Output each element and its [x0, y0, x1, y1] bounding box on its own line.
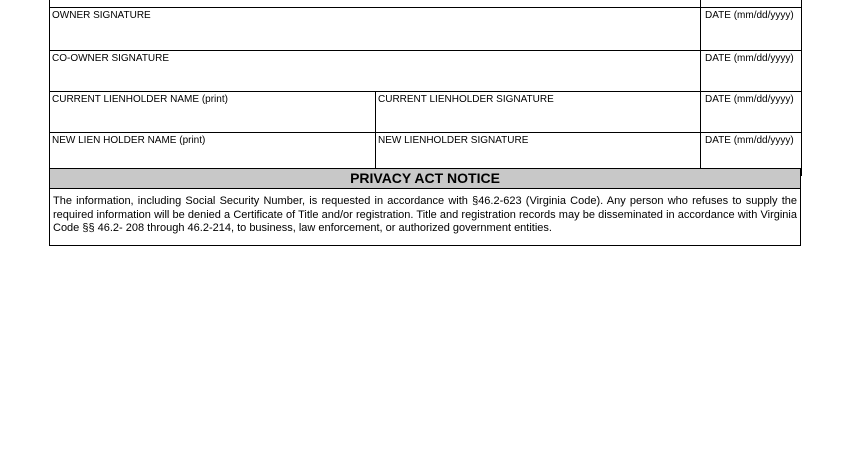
- current-lienholder-name-label: CURRENT LIENHOLDER NAME (print): [52, 94, 228, 106]
- privacy-act-notice: [49, 168, 801, 246]
- owner-signature-label: OWNER SIGNATURE: [52, 10, 151, 22]
- owner-date-label: DATE (mm/dd/yyyy): [705, 10, 794, 22]
- top-strip-cell: [50, 0, 701, 8]
- owner-row: [50, 8, 802, 51]
- new-lienholder-name-label: NEW LIEN HOLDER NAME (print): [52, 134, 206, 146]
- new-lienholder-signature-label: NEW LIENHOLDER SIGNATURE: [378, 134, 529, 146]
- current-lienholder-signature-field[interactable]: [376, 92, 701, 133]
- privacy-act-body: The information, including Social Security Number, is requested in accordance with §46.2-623 (Virginia Code). Any person who refuses to supply the required information will be denied a Certificate of Title and/or registration. Title and registration records may be disseminated in accordance with Virginia Code §§ 46.2- 208 through 46.2-214, to business, law enforcement, or authorized government entities.: [53, 195, 797, 234]
- co-owner-date-field[interactable]: [701, 51, 802, 92]
- current-lienholder-name-field[interactable]: [50, 92, 376, 133]
- owner-signature-field[interactable]: [50, 8, 701, 51]
- current-lienholder-date-field[interactable]: [701, 92, 802, 133]
- top-strip-date-cell: [701, 0, 802, 8]
- new-lienholder-date-label: DATE (mm/dd/yyyy): [705, 134, 794, 146]
- current-lienholder-row: [50, 92, 802, 133]
- signature-table: [49, 0, 802, 176]
- owner-date-field[interactable]: [701, 8, 802, 51]
- co-owner-signature-field[interactable]: [50, 51, 701, 92]
- current-lienholder-signature-label: CURRENT LIENHOLDER SIGNATURE: [378, 94, 554, 106]
- current-lienholder-date-label: DATE (mm/dd/yyyy): [705, 94, 794, 106]
- co-owner-date-label: DATE (mm/dd/yyyy): [705, 53, 794, 65]
- co-owner-signature-label: CO-OWNER SIGNATURE: [52, 53, 170, 65]
- co-owner-row: [50, 51, 802, 92]
- privacy-act-title: PRIVACY ACT NOTICE: [50, 169, 800, 189]
- top-strip-row: [50, 0, 802, 8]
